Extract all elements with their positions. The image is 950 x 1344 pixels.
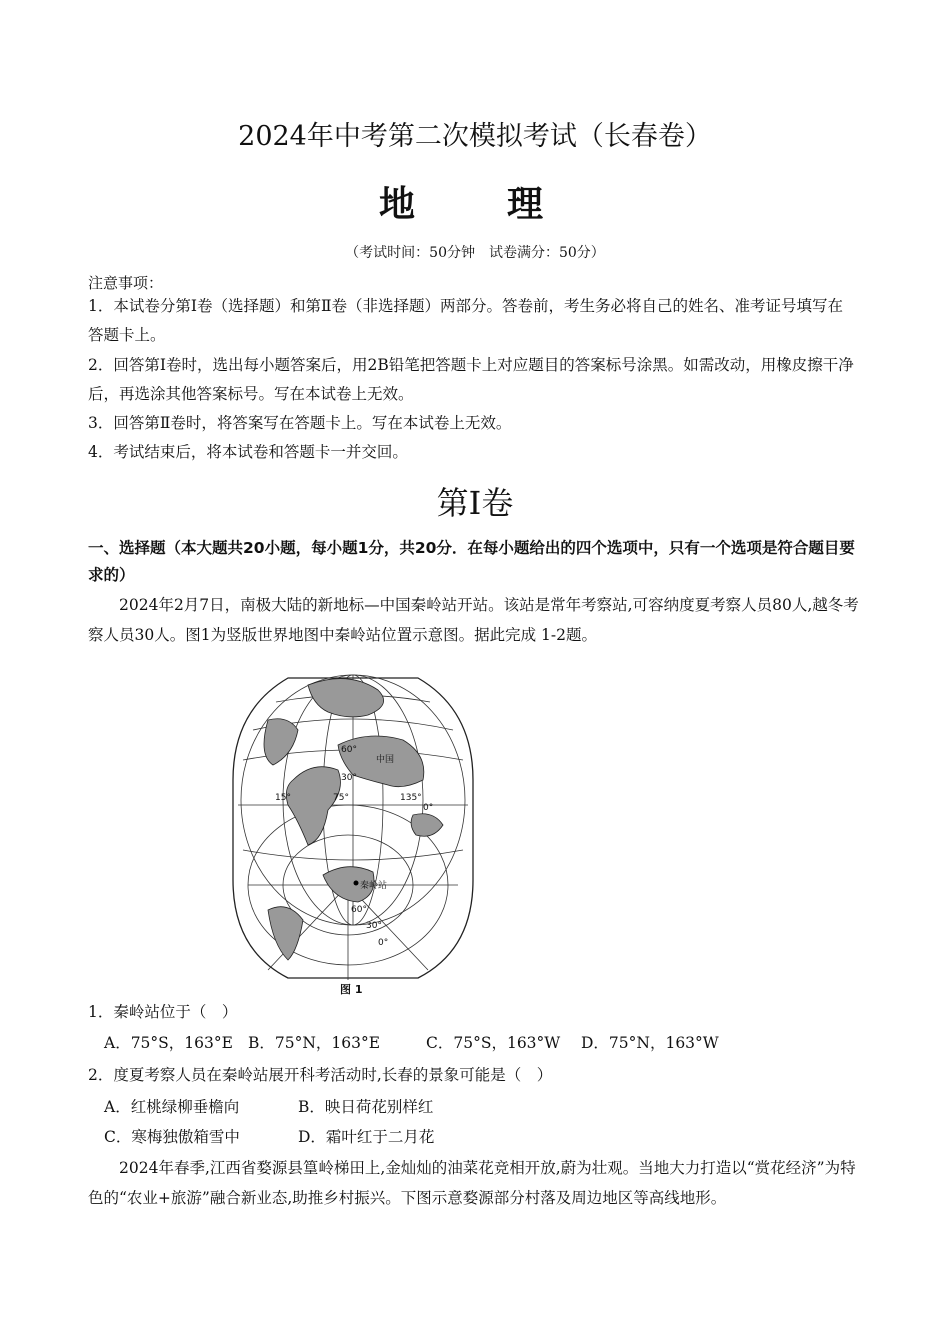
volume-heading: 第Ⅰ卷 [436, 484, 514, 522]
passage-1: 2024年2月7日，南极大陆的新地标—中国秦岭站开站。该站是常年考察站,可容纳度夏考察人员80人,越冬考察人员30人。图1为竖版世界地图中秦岭站位置示意图。据此完成 1-2题。 [88, 596, 859, 644]
note-item: 1．本试卷分第Ⅰ卷（选择题）和第Ⅱ卷（非选择题）两部分。答卷前，考生务必将自己的姓名、准考证号填写在答题卡上。 [88, 297, 844, 344]
station-label: 秦岭站 [360, 881, 388, 891]
map-label: 60° [341, 745, 357, 755]
greenland-shape [308, 679, 384, 717]
subject-title: 地 理 [378, 183, 571, 225]
passage-2: 2024年春季,江西省婺源县篁岭梯田上,金灿灿的油菜花竞相开放,蔚为壮观。当地大力打造以“赏花经济”为特色的“农业+旅游”融合新业态,助推乡村振兴。下图示意婺源部分村落及周边地区等高线地形。 [88, 1159, 856, 1207]
map-label: 0° [378, 938, 389, 948]
figure-caption: 图 1 [340, 983, 363, 995]
south-america-shape [268, 907, 303, 960]
section-heading: 一、选择题（本大题共20小题，每小题1分，共20分．在每小题给出的四个选项中，只有一个选项是符合题目要求的） [88, 539, 855, 584]
note-item: 4．考试结束后，将本试卷和答题卡一并交回。 [88, 443, 408, 461]
note-item: 3．回答第Ⅱ卷时，将答案写在答题卡上。写在本试卷上无效。 [88, 414, 512, 432]
q1-option-d: D．75°N，163°W [581, 1034, 719, 1052]
map-label: 75° [333, 793, 349, 803]
question-2-stem: 2．度夏考察人员在秦岭站展开科考活动时,长春的景象可能是（ ） [88, 1066, 553, 1084]
q2-option-c: C．寒梅独傲箱雪中 [104, 1128, 240, 1146]
exam-meta: （考试时间：50分钟 试卷满分：50分） [345, 245, 605, 261]
map-label: 30° [366, 921, 382, 931]
q2-option-d: D．霜叶红于二月花 [298, 1128, 435, 1146]
exam-title: 2024年中考第二次模拟考试（长春卷） [238, 121, 712, 152]
q1-option-b: B．75°N，163°E [248, 1034, 381, 1052]
map-label: 15° [275, 793, 291, 803]
question-1-stem: 1．秦岭站位于（ ） [88, 1003, 238, 1021]
q1-option-c: C．75°S，163°W [426, 1034, 561, 1052]
q1-option-a: A．75°S，163°E [104, 1034, 233, 1052]
station-marker [354, 881, 359, 886]
map-label: 135° [400, 793, 422, 803]
world-map-figure [228, 660, 478, 995]
europe-shape [264, 719, 298, 765]
map-label: 60° [351, 905, 367, 915]
q2-option-b: B．映日荷花别样红 [298, 1098, 434, 1116]
map-label: 0° [423, 803, 434, 813]
note-item: 2．回答第Ⅰ卷时，选出每小题答案后，用2B铅笔把答题卡上对应题目的答案标号涂黑。如需改动，用橡皮擦干净后，再选涂其他答案标号。写在本试卷上无效。 [88, 356, 854, 403]
australia-shape [411, 814, 443, 837]
q2-option-a: A．红桃绿柳垂檐向 [104, 1098, 240, 1116]
notes-heading: 注意事项： [88, 274, 164, 292]
china-label: 中国 [376, 755, 395, 765]
map-label: 30° [341, 773, 357, 783]
